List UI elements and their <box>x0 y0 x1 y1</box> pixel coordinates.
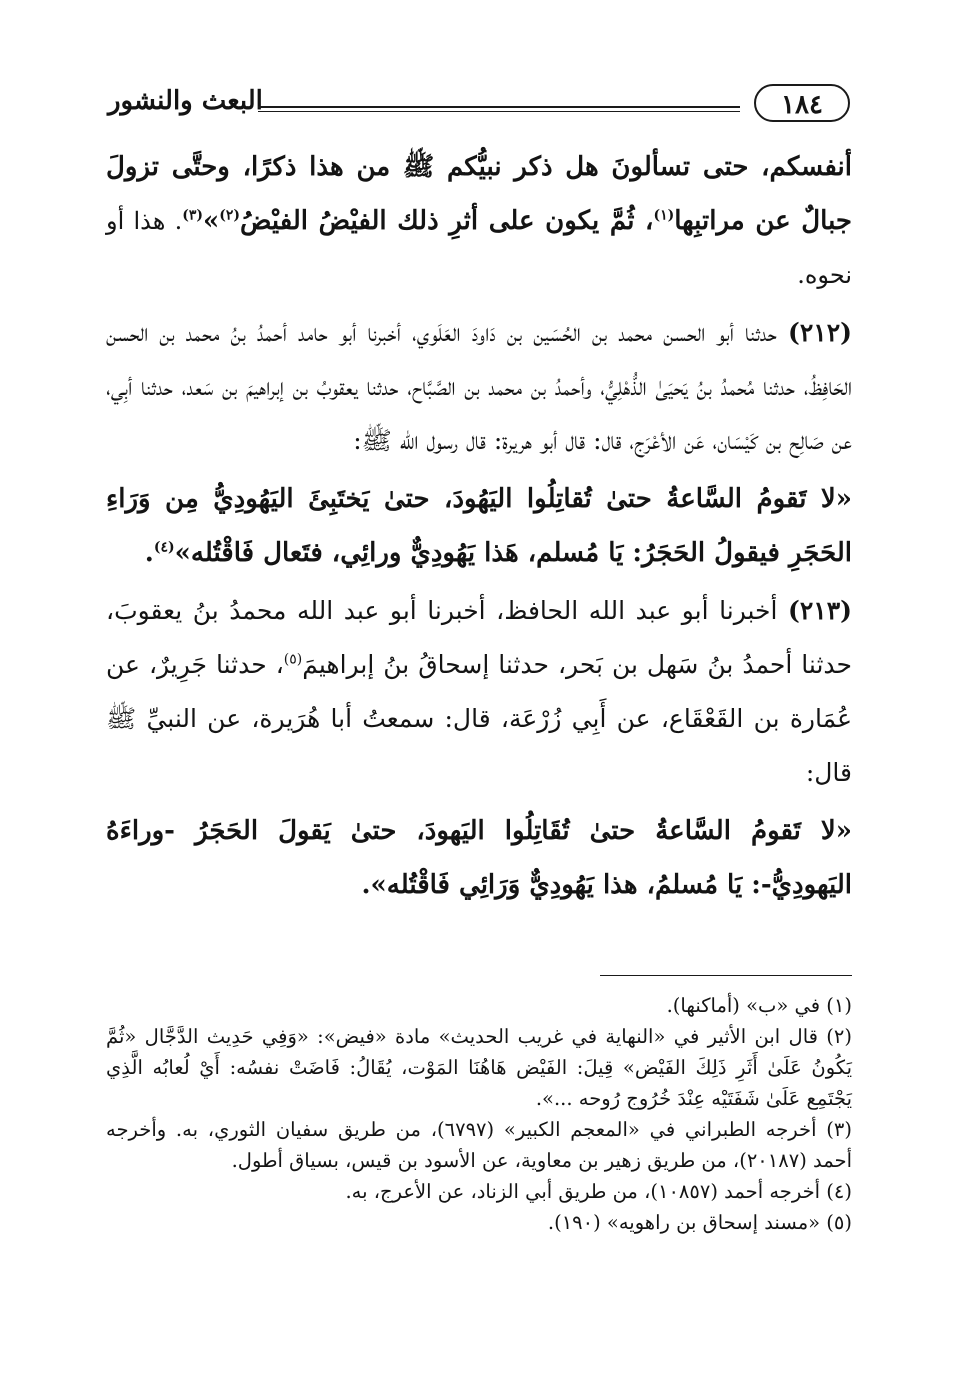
footnote-item: (١) في «ب» (أماكنها). <box>666 994 852 1017</box>
paragraph-212: (٢١٢) حدثنا أبو الحسن محمد بن الحُسَين بن دَاودَ العَلَوي، أخبرنا أبو حامد أحمدُ بنُ محمد بن الحسن الحَافِظُ، حدثنا مُحمدُ بنُ يَحيَىٰ الذُّهْلِيُّ، وأحمدُ بن محمد بن الصَّبَّاح، حدثنا يعقوبُ بن إبراهيمَ بن سَعد، حدثنا أبِي، عن صَالِح بن كَيْسَان، عَن الأعْرَج، قال: قال أبو هريرة: قال رسول الله ﷺ: <box>106 318 852 455</box>
running-header <box>108 82 850 128</box>
footnote-marker[interactable]: (٢) <box>219 207 241 224</box>
footnote-separator <box>600 975 852 976</box>
footnotes <box>106 990 852 1238</box>
footnote-item: (٣) أخرجه الطبراني في «المعجم الكبير» (٦٧٩٧)، من طريق سفيان الثوري، به. وأخرجه أحمد (٢٠١٨٧)، من طريق زهير بن معاوية، عن الأسود بن قيس، بسياق أطول. <box>106 1118 852 1172</box>
hadith-number: (٢١٣) <box>788 596 852 625</box>
footnote-item: (٥) «مسند إسحاق بن راهويه» (١٩٠). <box>547 1211 852 1234</box>
paragraph-213: (٢١٣) أخبرنا أبو عبد الله الحافظ، أخبرنا أبو عبد الله محمدُ بنُ يعقوبَ، حدثنا أحمدُ بنُ سَهل بن بَحر، حدثنا إسحاقُ بنُ إبراهيمَ$^{(٥)}$، حدثنا جَرِيرٌ، عن عُمَارة بن القَعْقَاع، عن أَبِي زُرْعَة، قال: سمعتُ أبا هُرَيرة، عن النبيِّ ﷺ قال: <box>106 596 852 787</box>
footnote-marker[interactable]: (١) <box>653 207 675 224</box>
running-title: البعث والنشور <box>108 86 263 116</box>
footnote-item: (٢) قال ابن الأثير في «النهاية في غريب الحديث» مادة «فيض»: «وَفِي حَدِيث الدَّجَّال «ثُمَّ يَكُونُ عَلَىٰ أَثَرِ ذَلِكَ الفَيْض» قِيلَ: الفَيْض هَاهُنَا المَوْت، يُقَالُ: فَاضَتْ نفسُه: أَيْ لُعابُه الَّذِي يَجْتَمِع عَلَىٰ شَفَتَيْه عِنْدَ خُرُوج رُوحه ...». <box>106 1025 852 1110</box>
hadith-number: (٢١٢) <box>788 318 852 347</box>
footnote-item: (٤) أخرجه أحمد (١٠٨٥٧)، من طريق أبي الزناد، عن الأعرج، به. <box>345 1180 852 1203</box>
paragraph-hadith-213: «لا تَقومُ السَّاعةُ حتىٰ تُقَاتِلُوا اليَهودَ، حتىٰ يَقولَ الحَجَرُ -وراءَهُ اليَهودِيُّ-: يَا مُسلمُ، هذا يَهُودِيٌّ وَرَائِي فَاقْتُله». <box>106 816 852 900</box>
footnote-marker[interactable]: (٥) <box>283 651 303 668</box>
page-number: ١٨٤ <box>754 84 850 122</box>
footnote-marker[interactable]: (٤) <box>153 539 175 556</box>
paragraph-hadith-212: «لا تَقومُ السَّاعةُ حتىٰ تُقاتِلُوا اليَهُودَ، حتىٰ يَختَبِئَ اليَهُودِيُّ مِن وَرَاءِ الحَجَرِ فيقولُ الحَجَرُ: يَا مُسلم، هَذا يَهُودِيٌّ ورائِي، فتَعال فَاقْتُله»$^{(٤)}$. <box>106 484 852 568</box>
footnote-marker[interactable]: (٣) <box>182 207 203 224</box>
header-rule <box>258 106 740 112</box>
paragraph-hadith-continuation: أنفسكم، حتى تسألونَ هل ذكر نبيُّكم ﷺ من هذا ذكرًا، وحتَّى تزولَ جبالٌ عن مراتبِها$^{(١)}$، ثُمَّ يكون على أثرِ ذلك الفيْضُ الفيْضُ$^{(٢)}$»$^{(٣)}$. هذا أو نحوه. <box>106 152 853 289</box>
main-text <box>106 140 852 912</box>
